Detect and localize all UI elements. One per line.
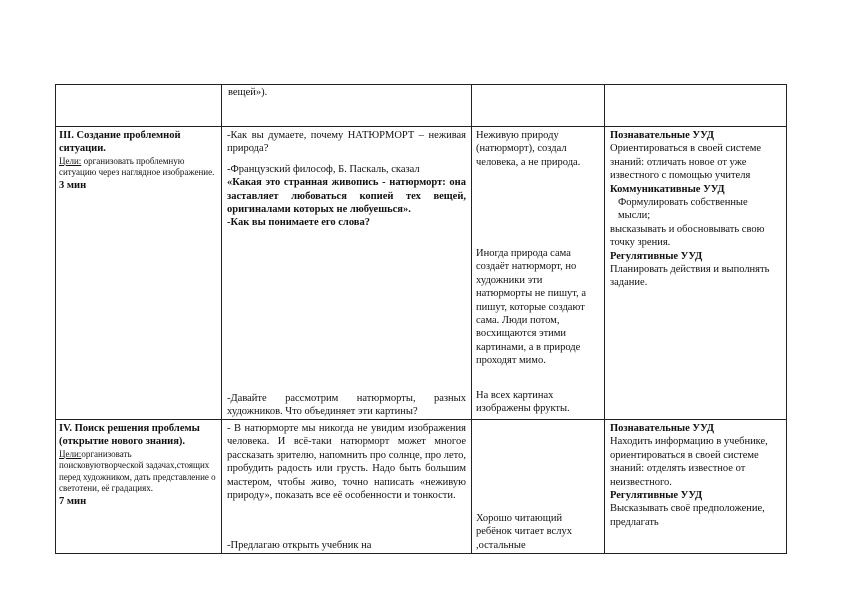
table-border-right [786, 84, 787, 554]
stage-3-teacher-cell [227, 129, 466, 230]
stage-3-answer-1: Неживую природу (натюрморт), создал человека, а не природа. [476, 130, 581, 168]
stage-3-communicative-title: Коммуникативные УУД [610, 183, 725, 195]
column-divider-1 [221, 84, 222, 554]
stage-3-cognitive-text: Ориентироваться в своей системе знаний: отличать новое от уже известного с помощью учителя [610, 143, 762, 182]
stage-3-goal-label: Цели: [59, 155, 82, 166]
stage-3-question-1: -Как вы думаете, почему НАТЮРМОРТ – неживая природа? [227, 130, 466, 155]
stage-3-communicative-text-1: Формулировать собственные мысли; [618, 197, 748, 222]
stage-3-uud-cell [610, 129, 782, 290]
stage-4-goal-text: организовать поисковуютворческой задачах,стоящих перед художником, дать представление о светотени, её градациях. [59, 448, 216, 494]
lesson-table [55, 84, 787, 554]
stage-3-quote-intro: -Французский философ, Б. Паскаль, сказал [227, 163, 420, 175]
table-border-bottom [55, 553, 787, 554]
row-divider-2 [55, 419, 787, 420]
stage-4-goal-label: Цели: [59, 448, 82, 459]
stage-4-teacher-cell [227, 422, 466, 509]
stage-3-goal [59, 156, 217, 179]
stage-4-answer-1: Хорошо читающий ребёнок читает вслух ,остальные [476, 513, 572, 551]
stage-3-question-3: -Давайте рассмотрим натюрморты, разных художников. Что объединяет эти картины? [227, 393, 466, 418]
stage-3-answer-3: На всех картинах изображены фрукты. [476, 390, 570, 415]
stage-4-teacher-paragraph-2: -Предлагаю открыть учебник на [227, 540, 372, 551]
stage-3-regulatory-title: Регулятивные УУД [610, 250, 703, 262]
table-border-left [55, 84, 56, 554]
stage-4-goal [59, 449, 217, 495]
stage-3-cell [59, 129, 217, 192]
stage-4-cell [59, 422, 217, 508]
stage-3-student-cell [476, 129, 600, 169]
stage-3-goal-text: организовать проблемную ситуацию через наглядное изображение. [59, 155, 215, 178]
top-row-teacher-cell [228, 86, 466, 99]
stage-3-title: III. Создание проблемной ситуации. [59, 130, 181, 155]
column-divider-3 [604, 84, 605, 554]
stage-4-teacher-paragraph-2-cell [227, 539, 466, 552]
stage-4-student-cell [476, 512, 600, 552]
stage-4-teacher-paragraph-1: - В натюрморте мы никогда не увидим изображения человека. И всё-таки натюрморт может многое рассказать зрителю, напомнить про солнце, про лето, пробудить радость или грусть. Надо быть большим мастером, чтобы живо, точно написать «неживую природу», показать все её особенности и тонкости. [227, 423, 466, 502]
stage-4-title: IV. Поиск решения проблемы (открытие нового знания). [59, 423, 200, 448]
stage-3-student-answer-3-cell [476, 389, 600, 416]
row-divider-1 [55, 126, 787, 127]
stage-4-uud-cell [610, 422, 782, 529]
stage-3-quote: «Какая это странная живопись - натюрморт: она заставляет любоваться копией тех вещей, оригиналами которых не любуешься». [227, 177, 466, 216]
stage-4-regulatory-text: Высказывать своё предположение, предлагать [610, 503, 765, 528]
stage-3-answer-2: Иногда природа сама создаёт натюрморт, но художники эти натюрморты не пишут, а пишут, которые создают сама. Люди потом, восхищаются этими картинами, а в природе проходят мимо. [476, 248, 586, 367]
stage-4-duration: 7 мин [59, 495, 87, 507]
stage-3-regulatory-text: Планировать действия и выполнять задание. [610, 264, 770, 289]
stage-4-cognitive-title: Познавательные УУД [610, 423, 714, 434]
stage-4-cognitive-text: Находить информацию в учебнике, ориентироваться в своей системе знаний: отделять известное от неизвестного. [610, 436, 768, 488]
stage-3-question-2: -Как вы понимаете его слова? [227, 217, 370, 229]
stage-4-regulatory-title: Регулятивные УУД [610, 490, 703, 502]
stage-3-student-answer-2-cell [476, 247, 600, 368]
top-row-text: вещей»). [228, 87, 268, 98]
column-divider-2 [471, 84, 472, 554]
table-border-top [55, 84, 787, 85]
stage-3-duration: 3 мин [59, 179, 87, 191]
stage-3-communicative-text-2: высказывать и обосновывать свою точку зрения. [610, 223, 765, 249]
stage-3-cognitive-title: Познавательные УУД [610, 130, 714, 141]
stage-3-teacher-question-3 [227, 392, 466, 419]
